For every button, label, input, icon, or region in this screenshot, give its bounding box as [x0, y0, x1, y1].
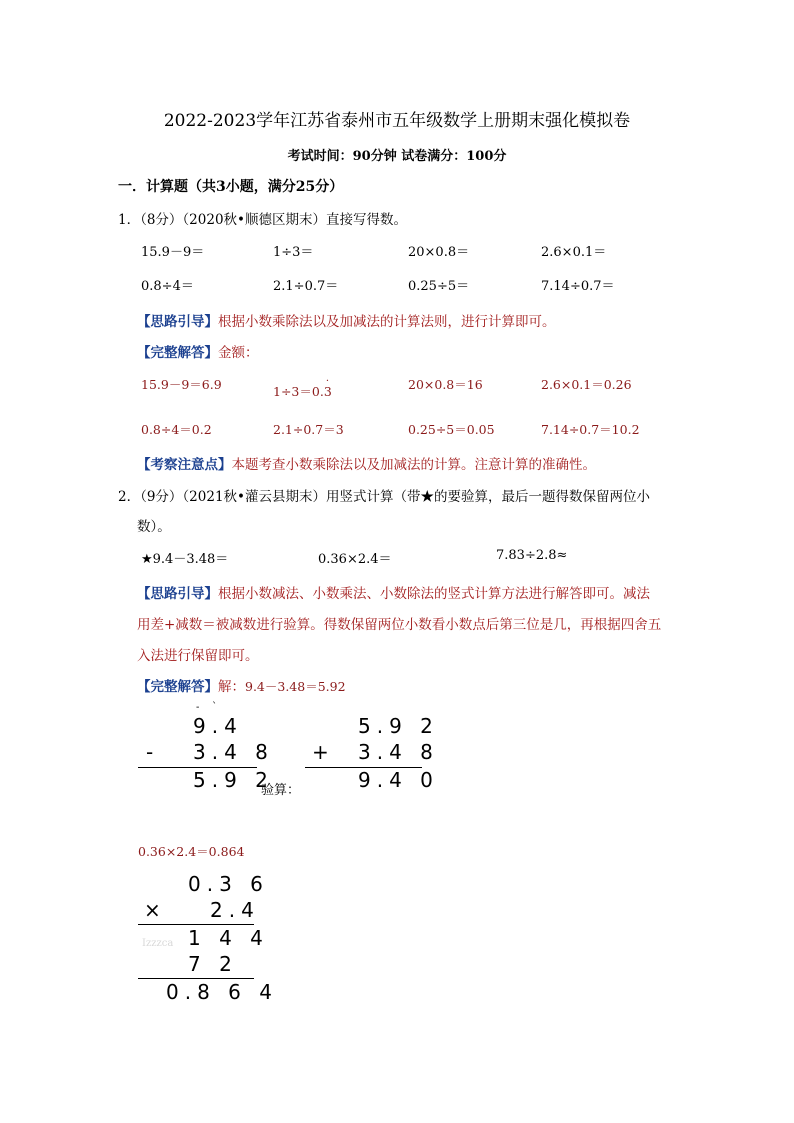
q1-expr: 2.1÷0.7＝ — [273, 279, 339, 294]
check-label: 验算： — [261, 783, 301, 798]
question-2-prompt: 2．（9分）（2021秋•灌云县期末）用竖式计算（带★的要验算，最后一题得数保留两位小 — [118, 489, 650, 505]
answer-prefix: 解： — [218, 679, 245, 695]
sub-subtrahend: 3.4 8 — [193, 740, 274, 764]
q2-expr: 7.83÷2.8≈ — [496, 548, 568, 563]
q1-answer: 0.8÷4＝0.2 — [141, 422, 212, 437]
hint-text: 根据小数减法、小数乘法、小数除法的竖式计算方法进行解答即可。减法 — [218, 586, 650, 602]
mult-top: 0.3 6 — [188, 872, 269, 896]
add-result: 9.4 0 — [358, 768, 439, 792]
q1-answer: 2.6×0.1＝0.26 — [541, 377, 632, 392]
mult-partial-2: 7 2 — [188, 952, 238, 976]
mult-equation: 0.36×2.4＝0.864 — [138, 844, 245, 859]
faint-watermark: Izzzca — [142, 938, 174, 949]
q1-note — [137, 453, 596, 473]
q1-answer: 0.25÷5＝0.05 — [408, 422, 495, 437]
mult-partial-1: 1 4 4 — [188, 926, 269, 950]
note-text: 本题考查小数乘除法以及加减法的计算。注意计算的准确性。 — [231, 457, 596, 473]
section-heading: 一．计算题（共3小题，满分25分） — [118, 179, 344, 195]
q2-answer-heading — [137, 675, 346, 695]
add-operator: + — [312, 740, 335, 764]
q1-expr: 15.9－9＝ — [141, 245, 205, 260]
add-addend: 3.4 8 — [358, 740, 439, 764]
q2-hint — [137, 582, 650, 602]
repeat-dot: · — [325, 376, 329, 387]
q1-answer-repeating — [273, 376, 332, 400]
mult-result: 0.8 6 4 — [166, 980, 278, 1004]
page-title: 2022-2023学年江苏省泰州市五年级数学上册期末强化模拟卷 — [163, 111, 631, 131]
q1-expr: 0.25÷5＝ — [408, 279, 470, 294]
borrow-marks: - ` — [196, 702, 218, 713]
hint-text: 根据小数乘除法以及加减法的计算法则，进行计算即可。 — [218, 314, 556, 330]
exam-info: 考试时间：90分钟 试卷满分：100分 — [287, 149, 507, 164]
note-tag: 【考察注意点】 — [137, 457, 232, 473]
q2-expr: 0.36×2.4＝ — [318, 552, 392, 567]
answer-tag: 【完整解答】 — [137, 679, 218, 695]
q1-answer: 2.1÷0.7＝3 — [273, 422, 344, 437]
q1-answer-prefix: 1÷3＝0. — [273, 384, 324, 399]
hint-tag: 【思路引导】 — [137, 586, 218, 602]
q1-expr: 2.6×0.1＝ — [541, 245, 607, 260]
answer-tag: 【完整解答】 — [137, 345, 218, 361]
question-2-prompt-cont: 数）。 — [137, 519, 171, 535]
mult-line-2 — [138, 978, 254, 979]
q2-hint-cont: 入法进行保留即可。 — [137, 648, 259, 664]
q1-expr: 7.14÷0.7＝ — [541, 279, 615, 294]
q1-expr: 20×0.8＝ — [408, 245, 470, 260]
q1-answer: 20×0.8＝16 — [408, 377, 483, 392]
q1-answer: 15.9－9＝6.9 — [141, 377, 222, 392]
q2-hint-cont: 用差+减数＝被减数进行验算。得数保留两位小数看小数点后第三位是几，再根据四舍五 — [137, 617, 662, 633]
repeating-digit: · 3 — [323, 376, 332, 399]
q1-expr: 0.8÷4＝ — [141, 279, 194, 294]
sub-operator: - — [146, 740, 160, 764]
q1-answer-heading — [137, 341, 259, 361]
q1-expr: 1÷3＝ — [273, 245, 314, 260]
question-1-prompt: 1．（8分）（2020秋•顺德区期末）直接写得数。 — [118, 212, 407, 228]
q1-hint — [137, 310, 556, 330]
sub-result: 5.9 2 — [193, 768, 274, 792]
mult-operator: × — [144, 898, 167, 922]
answer-text: 金额： — [218, 345, 259, 361]
answer-equation: 9.4－3.48＝5.92 — [245, 679, 346, 694]
q2-expr: ★9.4－3.48＝ — [141, 552, 229, 567]
hint-tag: 【思路引导】 — [137, 314, 218, 330]
q1-answer: 7.14÷0.7＝10.2 — [541, 422, 640, 437]
mult-multiplier: 2.4 — [210, 898, 260, 922]
sub-top: 9.4 — [193, 714, 243, 738]
mult-line-1 — [138, 924, 254, 925]
add-top: 5.9 2 — [358, 714, 439, 738]
